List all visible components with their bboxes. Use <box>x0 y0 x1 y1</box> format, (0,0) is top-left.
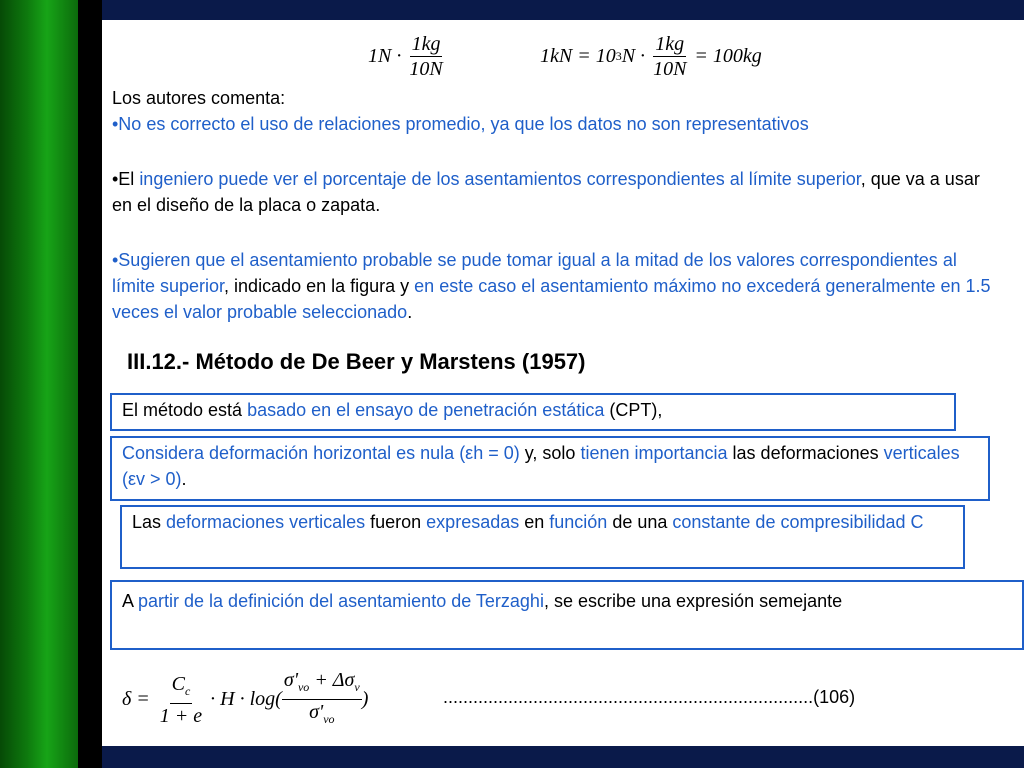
authors-title: Los autores comenta: <box>112 88 286 108</box>
formula-cc-sub: c <box>184 683 191 698</box>
box3-part-a: Las <box>132 512 167 532</box>
eq-right-unit: N · <box>621 45 646 67</box>
eq-left-prefix: 1N · <box>368 45 402 67</box>
left-decor-bar <box>0 0 78 768</box>
eq-left-numerator: 1kg <box>411 33 441 55</box>
formula-delta: δ = <box>122 688 150 710</box>
box4-lead: A <box>122 591 139 611</box>
bullet-3-middle: , indicado en la figura y <box>224 276 415 296</box>
section-heading: III.12.- Método de De Beer y Marstens (1957) <box>127 349 586 374</box>
box-terzaghi <box>110 580 1024 650</box>
formula-cc-den: 1 + e <box>159 704 203 727</box>
formula-sigma-den: σ' <box>309 701 324 723</box>
box3-part-d: expresadas <box>426 512 520 532</box>
box3-part-e: en <box>519 512 550 532</box>
bullet-3-highlight: en este caso el asentamiento máximo no excederá generalmente en 1.5 veces el valor probable seleccionado <box>112 276 991 322</box>
eq-left-fraction <box>407 32 444 81</box>
formula-mid: · H · log( <box>210 688 282 710</box>
eq-right-exponent: 3 <box>615 49 622 63</box>
box2-part-c: tienen importancia <box>580 443 728 463</box>
box2-part-b: y, solo <box>519 443 581 463</box>
box3-part-h: constante de compresibilidad C <box>672 512 924 532</box>
top-decor-bar <box>102 0 1024 20</box>
box1-tail: (CPT), <box>604 400 663 420</box>
eq-right-fraction <box>651 32 688 81</box>
box3-part-g: de una <box>607 512 673 532</box>
eq-right-prefix: 1kN = 10 <box>540 45 616 67</box>
bullet-2-highlight: ingeniero puede ver el porcentaje de los asentamientos correspondientes al límite superior <box>139 169 861 189</box>
box2-part-e: verticales (εv > 0) <box>122 443 960 489</box>
bullet-3-lead: •Sugieren que el asentamiento probable se pude tomar igual a la mitad de los valores correspondientes al límite superior <box>112 250 957 296</box>
eq-right-result: = 100kg <box>694 45 762 67</box>
unit-equation-left <box>368 32 445 81</box>
bullet-3 <box>112 247 1002 325</box>
left-black-strip <box>78 0 102 768</box>
formula-cc: C <box>171 672 185 695</box>
box3-part-f: función <box>549 512 608 532</box>
bottom-decor-bar <box>102 746 1024 768</box>
box2-lead: Considera deformación horizontal es nula (εh = 0) <box>122 443 520 463</box>
bullet-2-tail: , que va a usar en el diseño de la placa o zapata. <box>112 169 980 215</box>
formula-sigma-den-sub: vo <box>323 712 335 726</box>
box3-part-b: deformaciones verticales <box>166 512 366 532</box>
box2-part-d: las deformaciones <box>727 443 884 463</box>
eq-left-denominator: 10N <box>409 58 443 80</box>
box1-highlight: basado en el ensayo de penetración estática <box>247 400 605 420</box>
formula-cc-fraction <box>158 672 204 728</box>
formula-sigma-num-sub: vo <box>297 680 310 694</box>
formula-sigma-num: σ' <box>283 669 298 691</box>
bullet-2-lead: •El <box>112 169 140 189</box>
box4-tail: , se escribe una expresión semejante <box>543 591 843 611</box>
box3-part-c: fueron <box>365 512 427 532</box>
box2-tail: . <box>181 469 187 489</box>
bullet-2 <box>112 166 982 218</box>
box1-lead: El método está <box>122 400 248 420</box>
bullet-1: •No es correcto el uso de relaciones promedio, ya que los datos no son representativos <box>112 114 809 134</box>
box-compressibility <box>120 505 965 569</box>
unit-equation-right <box>540 32 762 81</box>
box-method-basis <box>110 393 956 431</box>
box-deformation <box>110 436 990 501</box>
settlement-formula <box>122 668 368 731</box>
bullet-3-tail: . <box>407 302 413 322</box>
eq-right-numerator: 1kg <box>655 33 685 55</box>
eq-right-denominator: 10N <box>653 58 687 80</box>
formula-plus-delta: + Δσ <box>309 669 355 691</box>
formula-delta-sub: v <box>354 680 360 694</box>
formula-stress-fraction <box>282 668 362 731</box>
equation-number: ..........................................................................(106) <box>443 687 856 707</box>
box4-highlight: partir de la definición del asentamiento de Terzaghi <box>138 591 544 611</box>
formula-close: ) <box>361 688 369 710</box>
